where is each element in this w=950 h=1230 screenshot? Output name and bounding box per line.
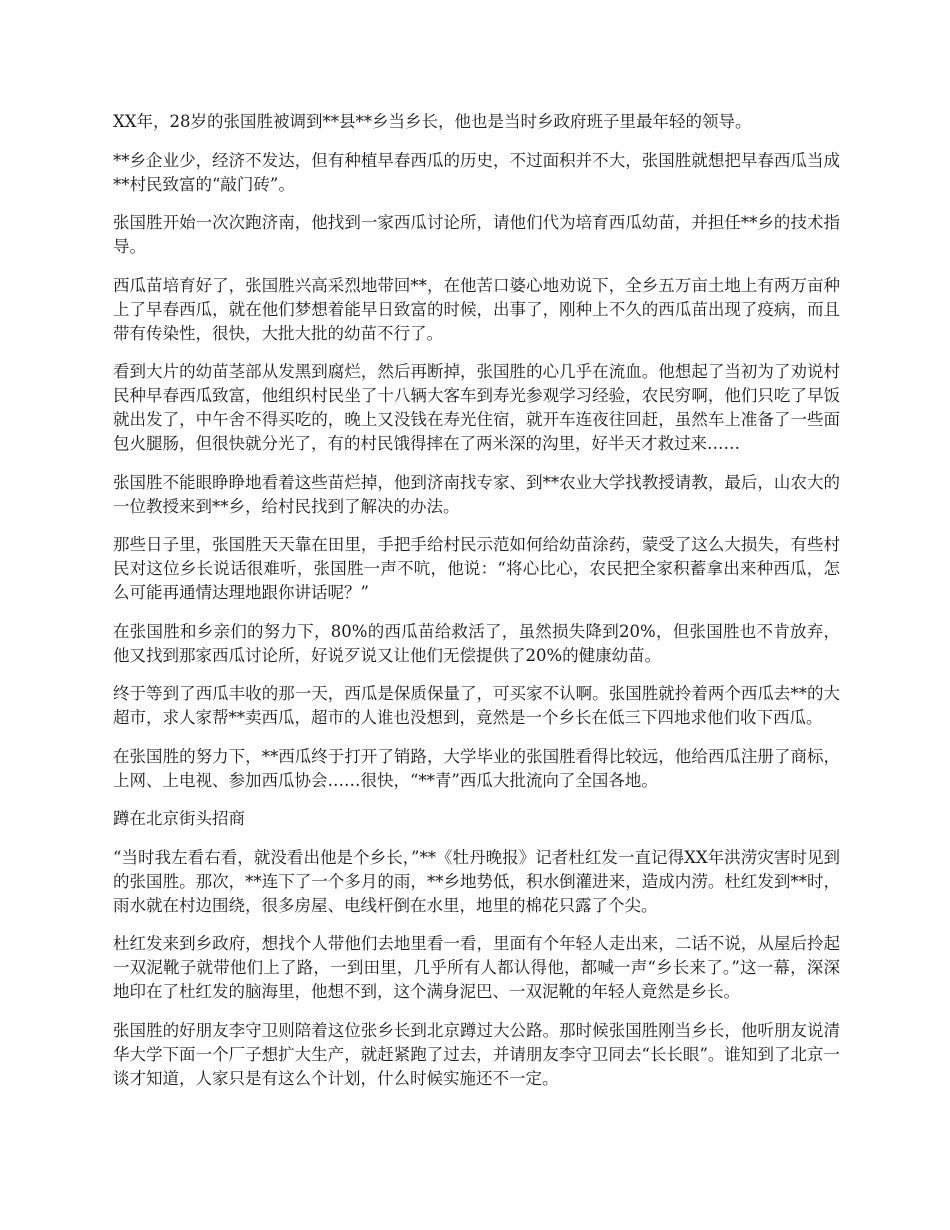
paragraph-1: XX年，28岁的张国胜被调到**县**乡当乡长，他也是当时乡政府班子里最年轻的领导。 <box>113 112 752 131</box>
section-heading: 蹲在北京街头招商 <box>113 809 245 828</box>
paragraph-12: “当时我左看右看，就没看出他是个乡长，”**《牡丹晚报》记者杜红发一直记得XX年洪涝灾害时见到的张国胜。那次，**连下了一个多月的雨，**乡地势低，积水倒灌进来，造成内涝。杜红发到**时，雨水就在村边围绕，很多房屋、电线杆倒在水里，地里的棉花只露了个尖。 <box>113 847 840 915</box>
paragraph-8: 在张国胜和乡亲们的努力下，80%的西瓜苗给救活了，虽然损失降到20%，但张国胜也不肯放弃，他又找到那家西瓜讨论所，好说歹说又让他们无偿提供了20%的健康幼苗。 <box>113 621 840 665</box>
paragraph-6: 张国胜不能眼睁睁地看着这些苗烂掉，他到济南找专家、到**农业大学找教授请教，最后，山农大的一位教授来到**乡，给村民找到了解决的办法。 <box>113 472 840 516</box>
paragraph-2: **乡企业少，经济不发达，但有种植早春西瓜的历史，不过面积并不大，张国胜就想把早春西瓜当成**村民致富的“敲门砖”。 <box>113 150 840 194</box>
paragraph-7: 那些日子里，张国胜天天靠在田里，手把手给村民示范如何给幼苗涂药，蒙受了这么大损失，有些村民对这位乡长说话很难听，张国胜一声不吭，他说：“将心比心，农民把全家积蓄拿出来种西瓜，怎么可能再通情达理地跟你讲话呢？” <box>113 535 840 602</box>
paragraph-10: 在张国胜的努力下，**西瓜终于打开了销路，大学毕业的张国胜看得比较远，他给西瓜注册了商标，上网、上电视、参加西瓜协会……很快，“**青”西瓜大批流向了全国各地。 <box>113 746 840 790</box>
paragraph-5: 看到大片的幼苗茎部从发黑到腐烂，然后再断掉，张国胜的心几乎在流血。他想起了当初为了劝说村民种早春西瓜致富，他组织村民坐了十八辆大客车到寿光参观学习经验，农民穷啊，他们只吃了早饭就出发了，中午舍不得买吃的，晚上又没钱在寿光住宿，就开车连夜往回赶，虽然车上准备了一些面包火腿肠，但很快就分光了，有的村民饿得摔在了两米深的沟里，好半天才救过来…… <box>113 362 840 453</box>
paragraph-3: 张国胜开始一次次跑济南，他找到一家西瓜讨论所，请他们代为培育西瓜幼苗，并担任**乡的技术指导。 <box>113 213 840 256</box>
document-body <box>113 110 840 1105</box>
paragraph-9: 终于等到了西瓜丰收的那一天，西瓜是保质保量了，可买家不认啊。张国胜就拎着两个西瓜去**的大超市，求人家帮**卖西瓜，超市的人谁也没想到，竟然是一个乡长在低三下四地求他们收下西瓜。 <box>113 684 840 727</box>
paragraph-13: 杜红发来到乡政府，想找个人带他们去地里看一看，里面有个年轻人走出来，二话不说，从屋后拎起一双泥靴子就带他们上了路，一到田里，几乎所有人都认得他，都喊一声“乡长来了。”这一幕，深深地印在了杜红发的脑海里，他想不到，这个满身泥巴、一双泥靴的年轻人竟然是乡长。 <box>113 934 840 1001</box>
paragraph-14: 张国胜的好朋友李守卫则陪着这位张乡长到北京蹲过大公路。那时候张国胜刚当乡长，他听朋友说清华大学下面一个厂子想扩大生产，就赶紧跑了过去，并请朋友李守卫同去“长长眼”。谁知到了北京一谈才知道，人家只是有这么个计划，什么时候实施还不一定。 <box>113 1020 840 1088</box>
paragraph-4: 西瓜苗培育好了，张国胜兴高采烈地带回**，在他苦口婆心地劝说下，全乡五万亩土地上有两万亩种上了早春西瓜，就在他们梦想着能早日致富的时候，出事了，刚种上不久的西瓜苗出现了疫病，而且带有传染性，很快，大批大批的幼苗不行了。 <box>113 275 840 343</box>
